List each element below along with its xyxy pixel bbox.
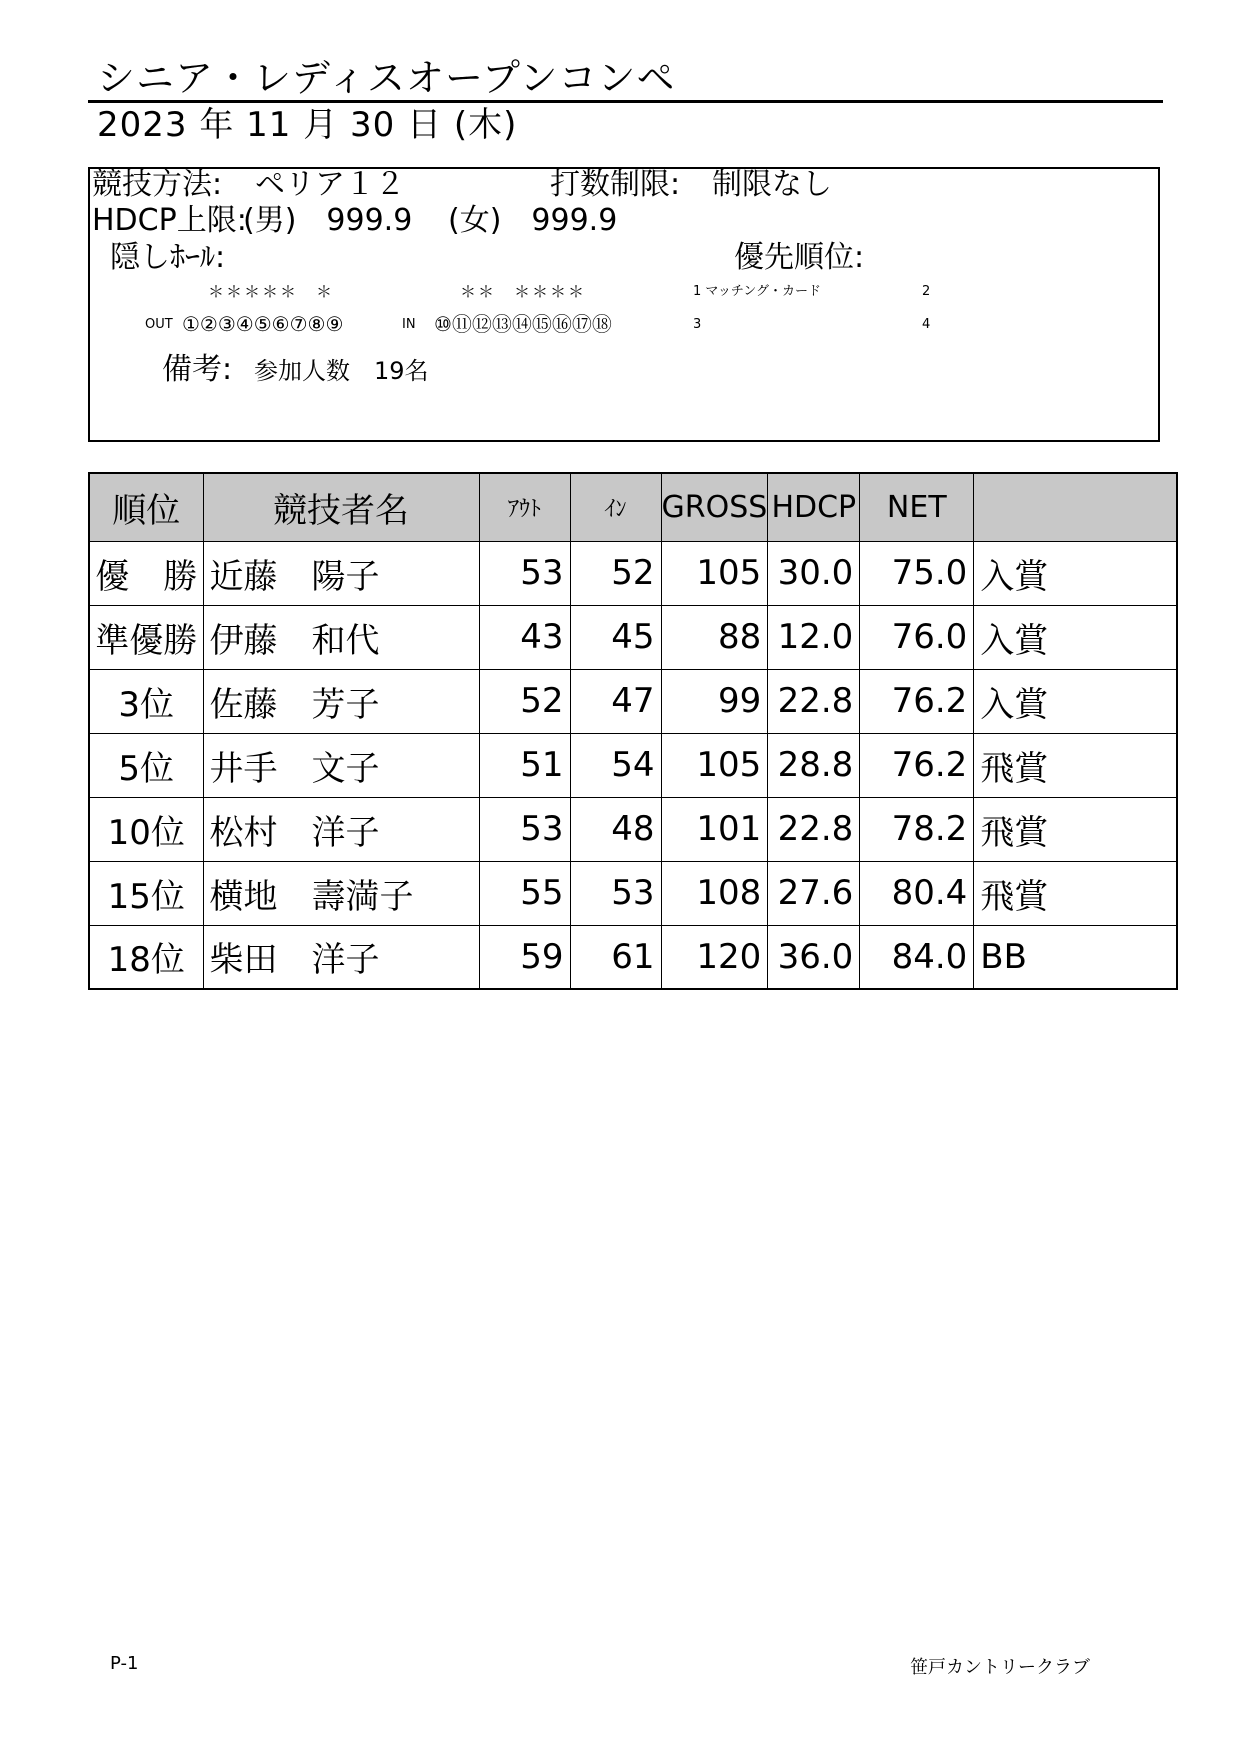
net-cell: 76.2 <box>860 669 974 733</box>
priority-2: 2 <box>922 284 931 299</box>
method-value: ペリア１２ <box>255 167 405 202</box>
hdcp-cell: 27.6 <box>768 861 860 925</box>
out-cell: 59 <box>479 925 570 989</box>
out-holes: ①②③④⑤⑥⑦⑧⑨ <box>182 312 344 336</box>
name-cell: 柴田 洋子 <box>203 925 479 989</box>
note-cell: BB <box>974 925 1177 989</box>
note-cell: 入賞 <box>974 669 1177 733</box>
header-net: NET <box>860 473 974 541</box>
gross-cell: 88 <box>661 605 768 669</box>
stroke-limit-value: 制限なし <box>712 167 832 202</box>
out-cell: 43 <box>479 605 570 669</box>
table-row <box>89 861 1177 925</box>
priority-label: 優先順位: <box>734 240 865 275</box>
hdcp-female: (女) 999.9 <box>448 203 618 238</box>
table-row <box>89 669 1177 733</box>
out-cell: 52 <box>479 669 570 733</box>
table-row <box>89 605 1177 669</box>
hdcp-cell: 12.0 <box>768 605 860 669</box>
net-cell: 80.4 <box>860 861 974 925</box>
net-cell: 78.2 <box>860 797 974 861</box>
in-cell: 48 <box>570 797 661 861</box>
page-number: P-1 <box>110 1653 139 1674</box>
header-name: 競技者名 <box>203 473 479 541</box>
name-cell: 井手 文子 <box>203 733 479 797</box>
priority-4: 4 <box>922 317 931 332</box>
in-cell: 54 <box>570 733 661 797</box>
priority-3: 3 <box>693 317 702 332</box>
hdcp-cell: 22.8 <box>768 669 860 733</box>
rank-cell: 10位 <box>89 797 203 861</box>
header-in: ｲﾝ <box>570 473 661 541</box>
in-cell: 52 <box>570 541 661 605</box>
out-cell: 55 <box>479 861 570 925</box>
name-cell: 佐藤 芳子 <box>203 669 479 733</box>
header-note <box>974 473 1177 541</box>
header-gross: GROSS <box>661 473 768 541</box>
in-cell: 61 <box>570 925 661 989</box>
rank-cell: 5位 <box>89 733 203 797</box>
in-holes: ⑩⑪⑫⑬⑭⑮⑯⑰⑱ <box>434 312 612 336</box>
name-cell: 近藤 陽子 <box>203 541 479 605</box>
note-cell: 飛賞 <box>974 861 1177 925</box>
rank-cell: 優 勝 <box>89 541 203 605</box>
table-row <box>89 925 1177 989</box>
out-label: OUT <box>145 317 173 332</box>
hdcp-male: (男) 999.9 <box>243 203 413 238</box>
note-cell: 入賞 <box>974 541 1177 605</box>
hdcp-limit-label: HDCP上限: <box>92 203 247 238</box>
table-row <box>89 797 1177 861</box>
hidden-marks-in: ＊＊ ＊＊＊＊ <box>460 282 587 301</box>
out-cell: 53 <box>479 541 570 605</box>
table-row <box>89 541 1177 605</box>
in-cell: 45 <box>570 605 661 669</box>
rank-cell: 15位 <box>89 861 203 925</box>
net-cell: 76.2 <box>860 733 974 797</box>
gross-cell: 108 <box>661 861 768 925</box>
in-cell: 47 <box>570 669 661 733</box>
remarks-value: 参加人数 19名 <box>254 357 429 385</box>
stroke-limit-label: 打数制限: <box>550 167 681 202</box>
in-cell: 53 <box>570 861 661 925</box>
hidden-holes-label: 隠しﾎｰﾙ: <box>110 240 226 275</box>
method-label: 競技方法: <box>92 167 223 202</box>
gross-cell: 120 <box>661 925 768 989</box>
header-out: ｱｳﾄ <box>479 473 570 541</box>
rank-cell: 3位 <box>89 669 203 733</box>
note-cell: 飛賞 <box>974 733 1177 797</box>
event-date: 2023 年 11 月 30 日 (木) <box>97 105 518 145</box>
results-table <box>88 472 1178 990</box>
name-cell: 横地 壽満子 <box>203 861 479 925</box>
name-cell: 伊藤 和代 <box>203 605 479 669</box>
header-rank: 順位 <box>89 473 203 541</box>
net-cell: 84.0 <box>860 925 974 989</box>
gross-cell: 99 <box>661 669 768 733</box>
out-cell: 51 <box>479 733 570 797</box>
gross-cell: 101 <box>661 797 768 861</box>
gross-cell: 105 <box>661 541 768 605</box>
hdcp-cell: 28.8 <box>768 733 860 797</box>
rank-cell: 18位 <box>89 925 203 989</box>
rank-cell: 準優勝 <box>89 605 203 669</box>
net-cell: 76.0 <box>860 605 974 669</box>
hdcp-cell: 22.8 <box>768 797 860 861</box>
hdcp-cell: 30.0 <box>768 541 860 605</box>
note-cell: 入賞 <box>974 605 1177 669</box>
out-cell: 53 <box>479 797 570 861</box>
club-name: 笹戸カントリークラブ <box>910 1657 1090 1678</box>
gross-cell: 105 <box>661 733 768 797</box>
hidden-marks-out: ＊＊＊＊＊ ＊ <box>208 282 335 301</box>
header-hdcp: HDCP <box>768 473 860 541</box>
remarks-label: 備考: <box>162 352 233 387</box>
name-cell: 松村 洋子 <box>203 797 479 861</box>
table-row <box>89 733 1177 797</box>
page-title: シニア・レディスオープンコンペ <box>97 56 676 100</box>
title-underline <box>88 100 1163 103</box>
note-cell: 飛賞 <box>974 797 1177 861</box>
net-cell: 75.0 <box>860 541 974 605</box>
priority-1: 1 マッチング・カード <box>693 284 821 299</box>
hdcp-cell: 36.0 <box>768 925 860 989</box>
in-label: IN <box>402 317 416 332</box>
table-header-row <box>89 473 1177 541</box>
